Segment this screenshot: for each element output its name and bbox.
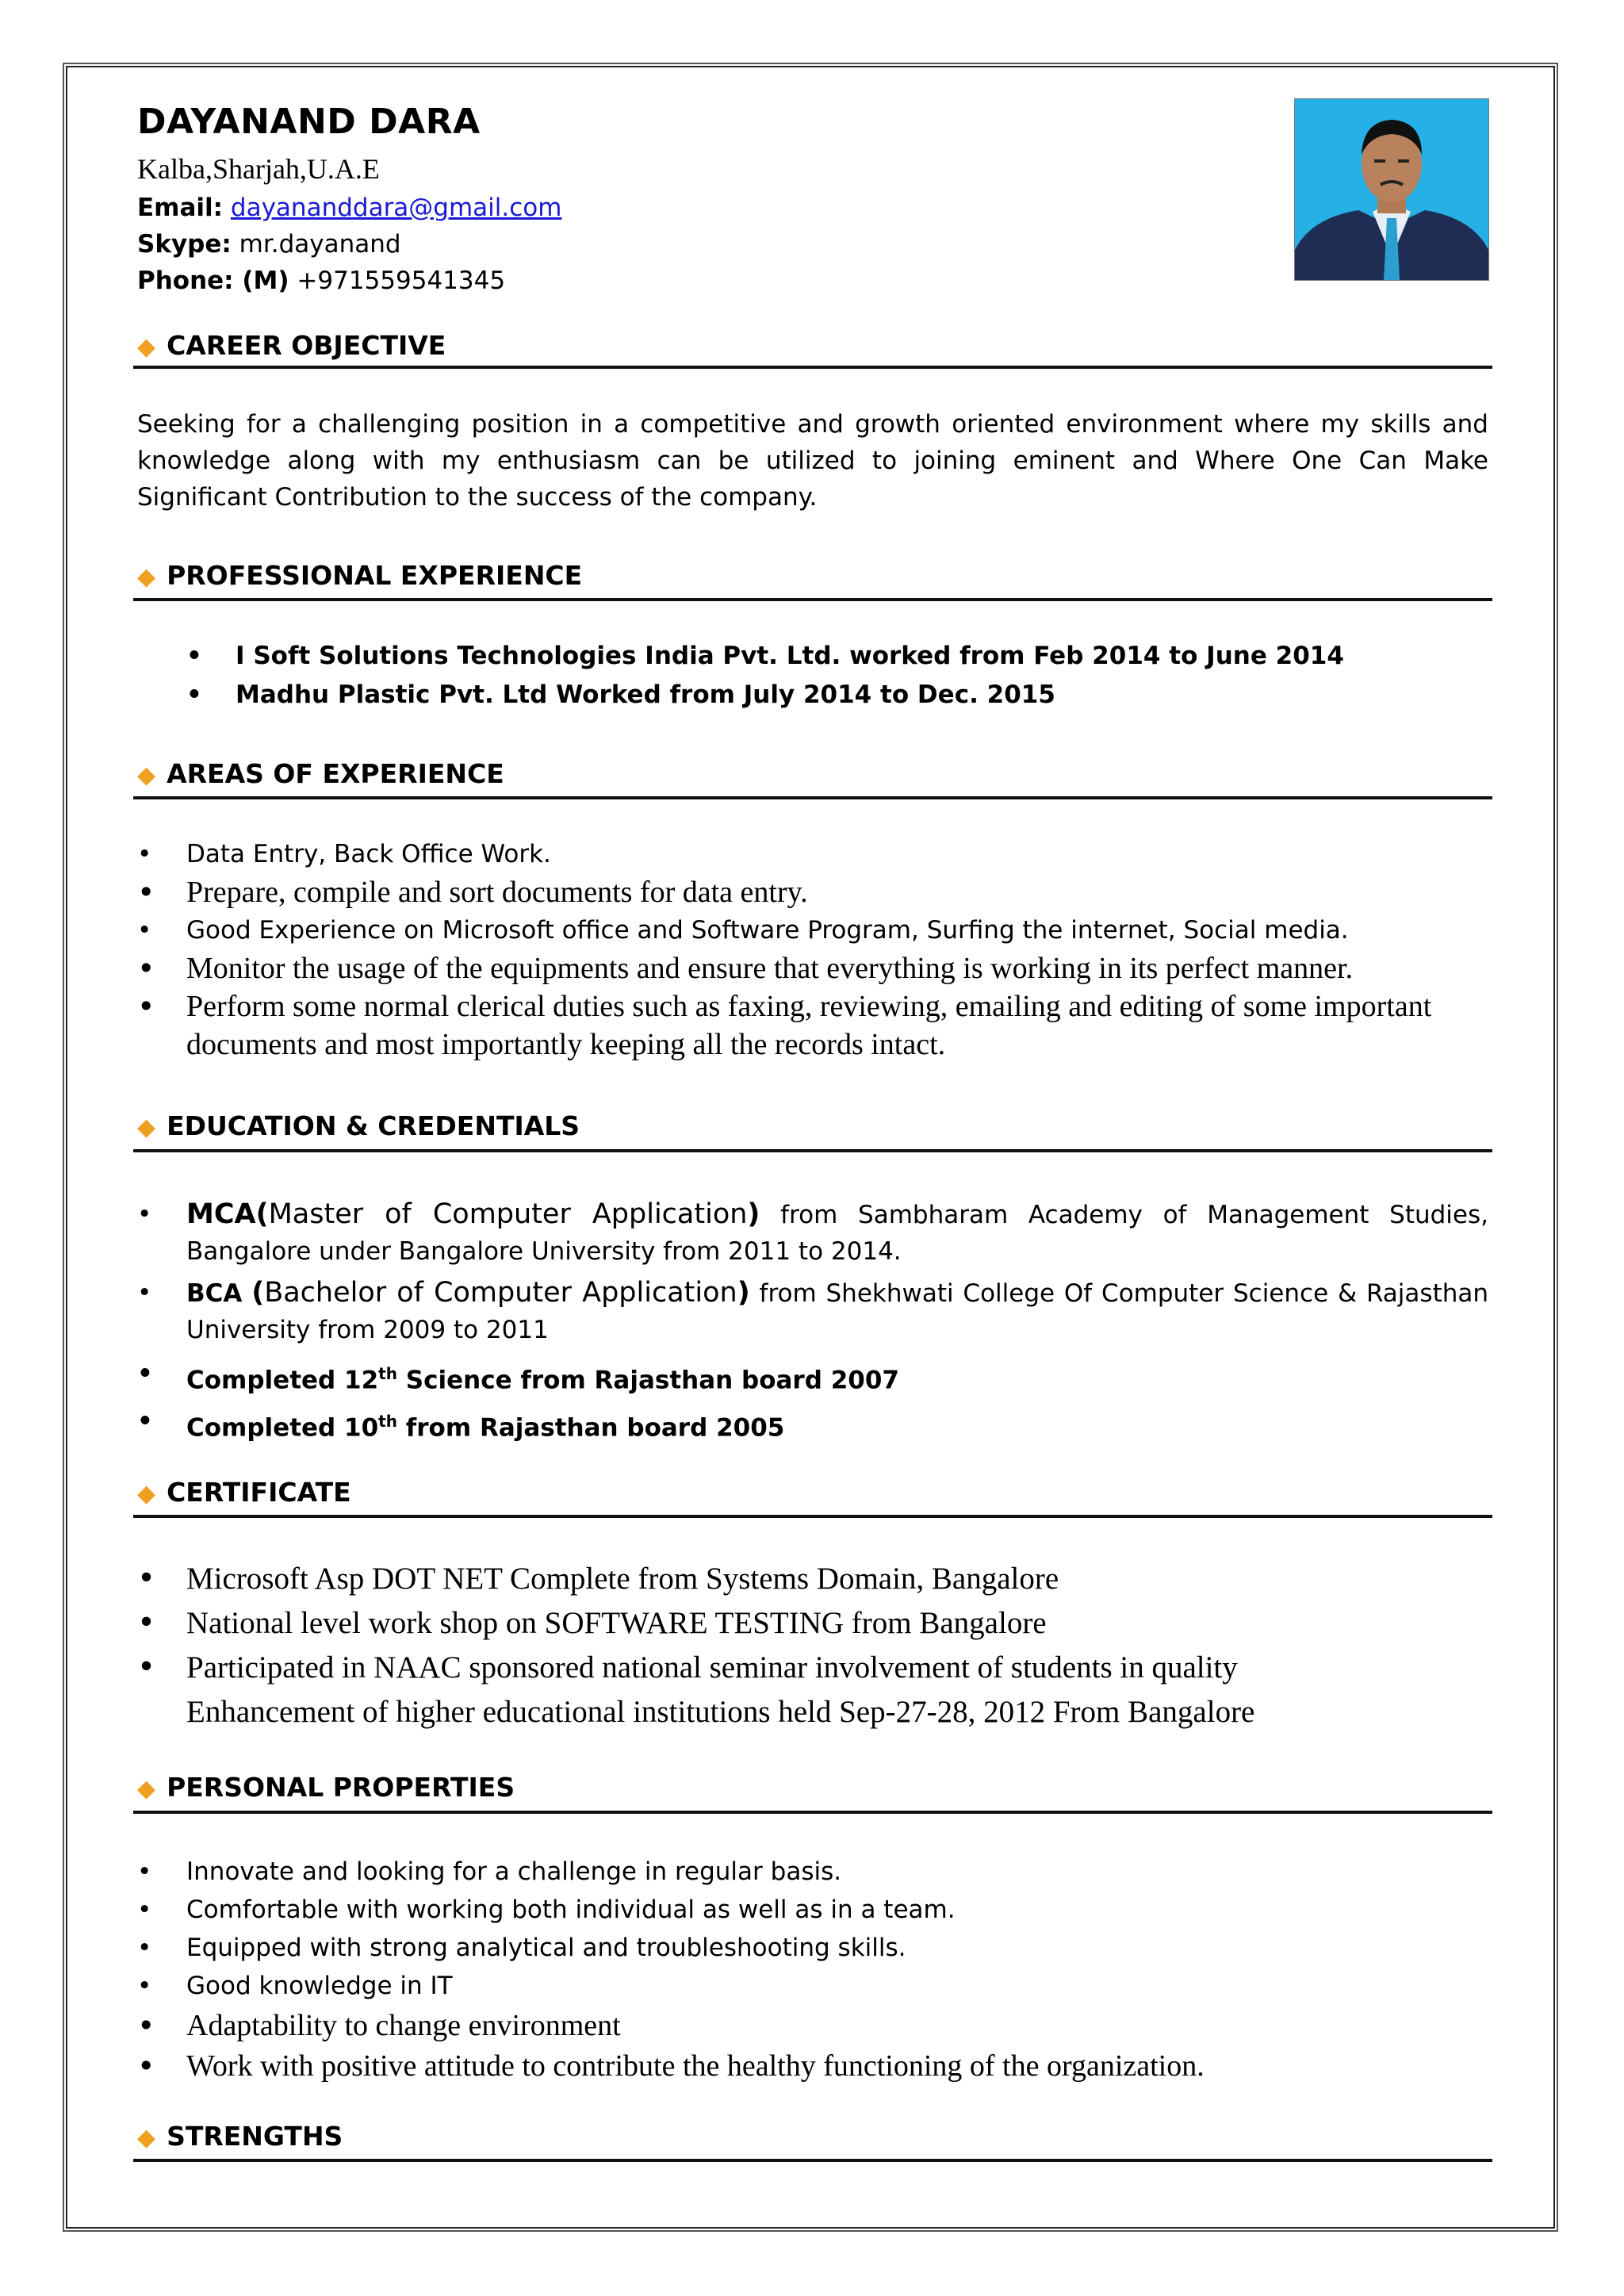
diamond-icon: ◆: [137, 1114, 156, 1141]
skype-value: mr.dayanand: [239, 230, 401, 259]
experience-list: [186, 637, 1487, 715]
list-item: • Prepare, compile and sort documents for data entry.: [137, 873, 1493, 911]
list-item: • Monitor the usage of the equipments and ensure that everything is working in its perfect manner.: [137, 949, 1493, 987]
diamond-icon: ◆: [137, 761, 156, 789]
diamond-icon: ◆: [137, 2124, 156, 2152]
list-item: • Equipped with strong analytical and troubleshooting skills.: [137, 1929, 1493, 1967]
diamond-icon: ◆: [137, 1775, 156, 1803]
skype-label: Skype:: [137, 230, 232, 259]
email-line: [137, 194, 561, 222]
section-divider: [133, 796, 1492, 799]
list-item: • Microsoft Asp DOT NET Complete from Systems Domain, Bangalore: [137, 1557, 1374, 1601]
phone-value: +971559541345: [297, 266, 506, 295]
list-item: • MCA(Master of Computer Application) from Sambharam Academy of Management Studies, Bangalore under Bangalore University from 2011 to 2014.: [137, 1196, 1488, 1270]
areas-list: [137, 835, 1493, 1064]
email-label: Email:: [137, 194, 224, 222]
diamond-icon: ◆: [137, 563, 156, 591]
profile-photo-graphic: [1295, 99, 1488, 280]
section-divider: [133, 1515, 1492, 1518]
section-heading-education: ◆ EDUCATION & CREDENTIALS: [137, 1110, 580, 1141]
list-item: • Good Experience on Microsoft office and Software Program, Surfing the internet, Social media.: [137, 911, 1493, 949]
list-item: • Comfortable with working both individual as well as in a team.: [137, 1891, 1493, 1929]
list-item: • Innovate and looking for a challenge in regular basis.: [137, 1853, 1493, 1891]
diamond-icon: ◆: [137, 1480, 156, 1508]
list-item: • Work with positive attitude to contribute the healthy functioning of the organization.: [137, 2046, 1493, 2086]
section-divider: [133, 598, 1492, 601]
candidate-name: DAYANAND DARA: [137, 102, 481, 142]
phone-line: [137, 266, 505, 295]
section-heading-personal-properties: ◆ PERSONAL PROPERTIES: [137, 1772, 515, 1803]
profile-photo: [1294, 98, 1489, 281]
list-item: • Good knowledge in IT: [137, 1967, 1493, 2005]
section-heading-career-objective: ◆ CAREER OBJECTIVE: [137, 330, 446, 361]
skype-line: [137, 230, 401, 259]
list-item: • Data Entry, Back Office Work.: [137, 835, 1493, 873]
list-item: • Madhu Plastic Pvt. Ltd Worked from July 2014 to Dec. 2015: [186, 676, 1487, 715]
section-heading-areas-of-experience: ◆ AREAS OF EXPERIENCE: [137, 758, 504, 789]
section-heading-strengths: ◆ STRENGTHS: [137, 2121, 343, 2152]
education-list: [137, 1196, 1488, 1449]
section-divider: [133, 1149, 1492, 1152]
list-item: • Perform some normal clerical duties such as faxing, reviewing, emailing and editing of some important documents and most importantly keeping all the records intact.: [137, 987, 1493, 1064]
section-divider: [133, 2159, 1492, 2162]
section-heading-professional-experience: ◆ PROFESSIONAL EXPERIENCE: [137, 560, 583, 591]
section-heading-certificate: ◆ CERTIFICATE: [137, 1477, 351, 1508]
section-divider: [133, 1811, 1492, 1814]
diamond-icon: ◆: [137, 333, 156, 361]
list-item: • Completed 10th from Rajasthan board 2005: [137, 1401, 1488, 1448]
list-item: • Adaptability to change environment: [137, 2005, 1493, 2046]
email-link[interactable]: dayananddara@gmail.com: [230, 194, 562, 222]
list-item: • National level work shop on SOFTWARE TESTING from Bangalore: [137, 1601, 1374, 1646]
section-divider: [133, 366, 1492, 369]
career-objective-text: Seeking for a challenging position in a competitive and growth oriented environment where my skills and knowledge along with my enthusiasm can be utilized to joining eminent and Where One Can Make Significant Contribution to the success of the company.: [137, 410, 1488, 512]
certificate-list: [137, 1557, 1374, 1734]
personal-properties-list: [137, 1853, 1493, 2086]
candidate-address: Kalba,Sharjah,U.A.E: [137, 153, 380, 185]
list-item: • Participated in NAAC sponsored national seminar involvement of students in quality Enhancement of higher educational institutions held Sep-27-28, 2012 From Bangalore: [137, 1646, 1374, 1734]
list-item: • BCA (Bachelor of Computer Application) from Shekhwati College Of Computer Science & Rajasthan University from 2009 to 2011: [137, 1274, 1488, 1348]
list-item: • Completed 12th Science from Rajasthan board 2007: [137, 1353, 1488, 1401]
list-item: • I Soft Solutions Technologies India Pvt. Ltd. worked from Feb 2014 to June 2014: [186, 637, 1487, 676]
phone-label: Phone: (M): [137, 266, 289, 295]
